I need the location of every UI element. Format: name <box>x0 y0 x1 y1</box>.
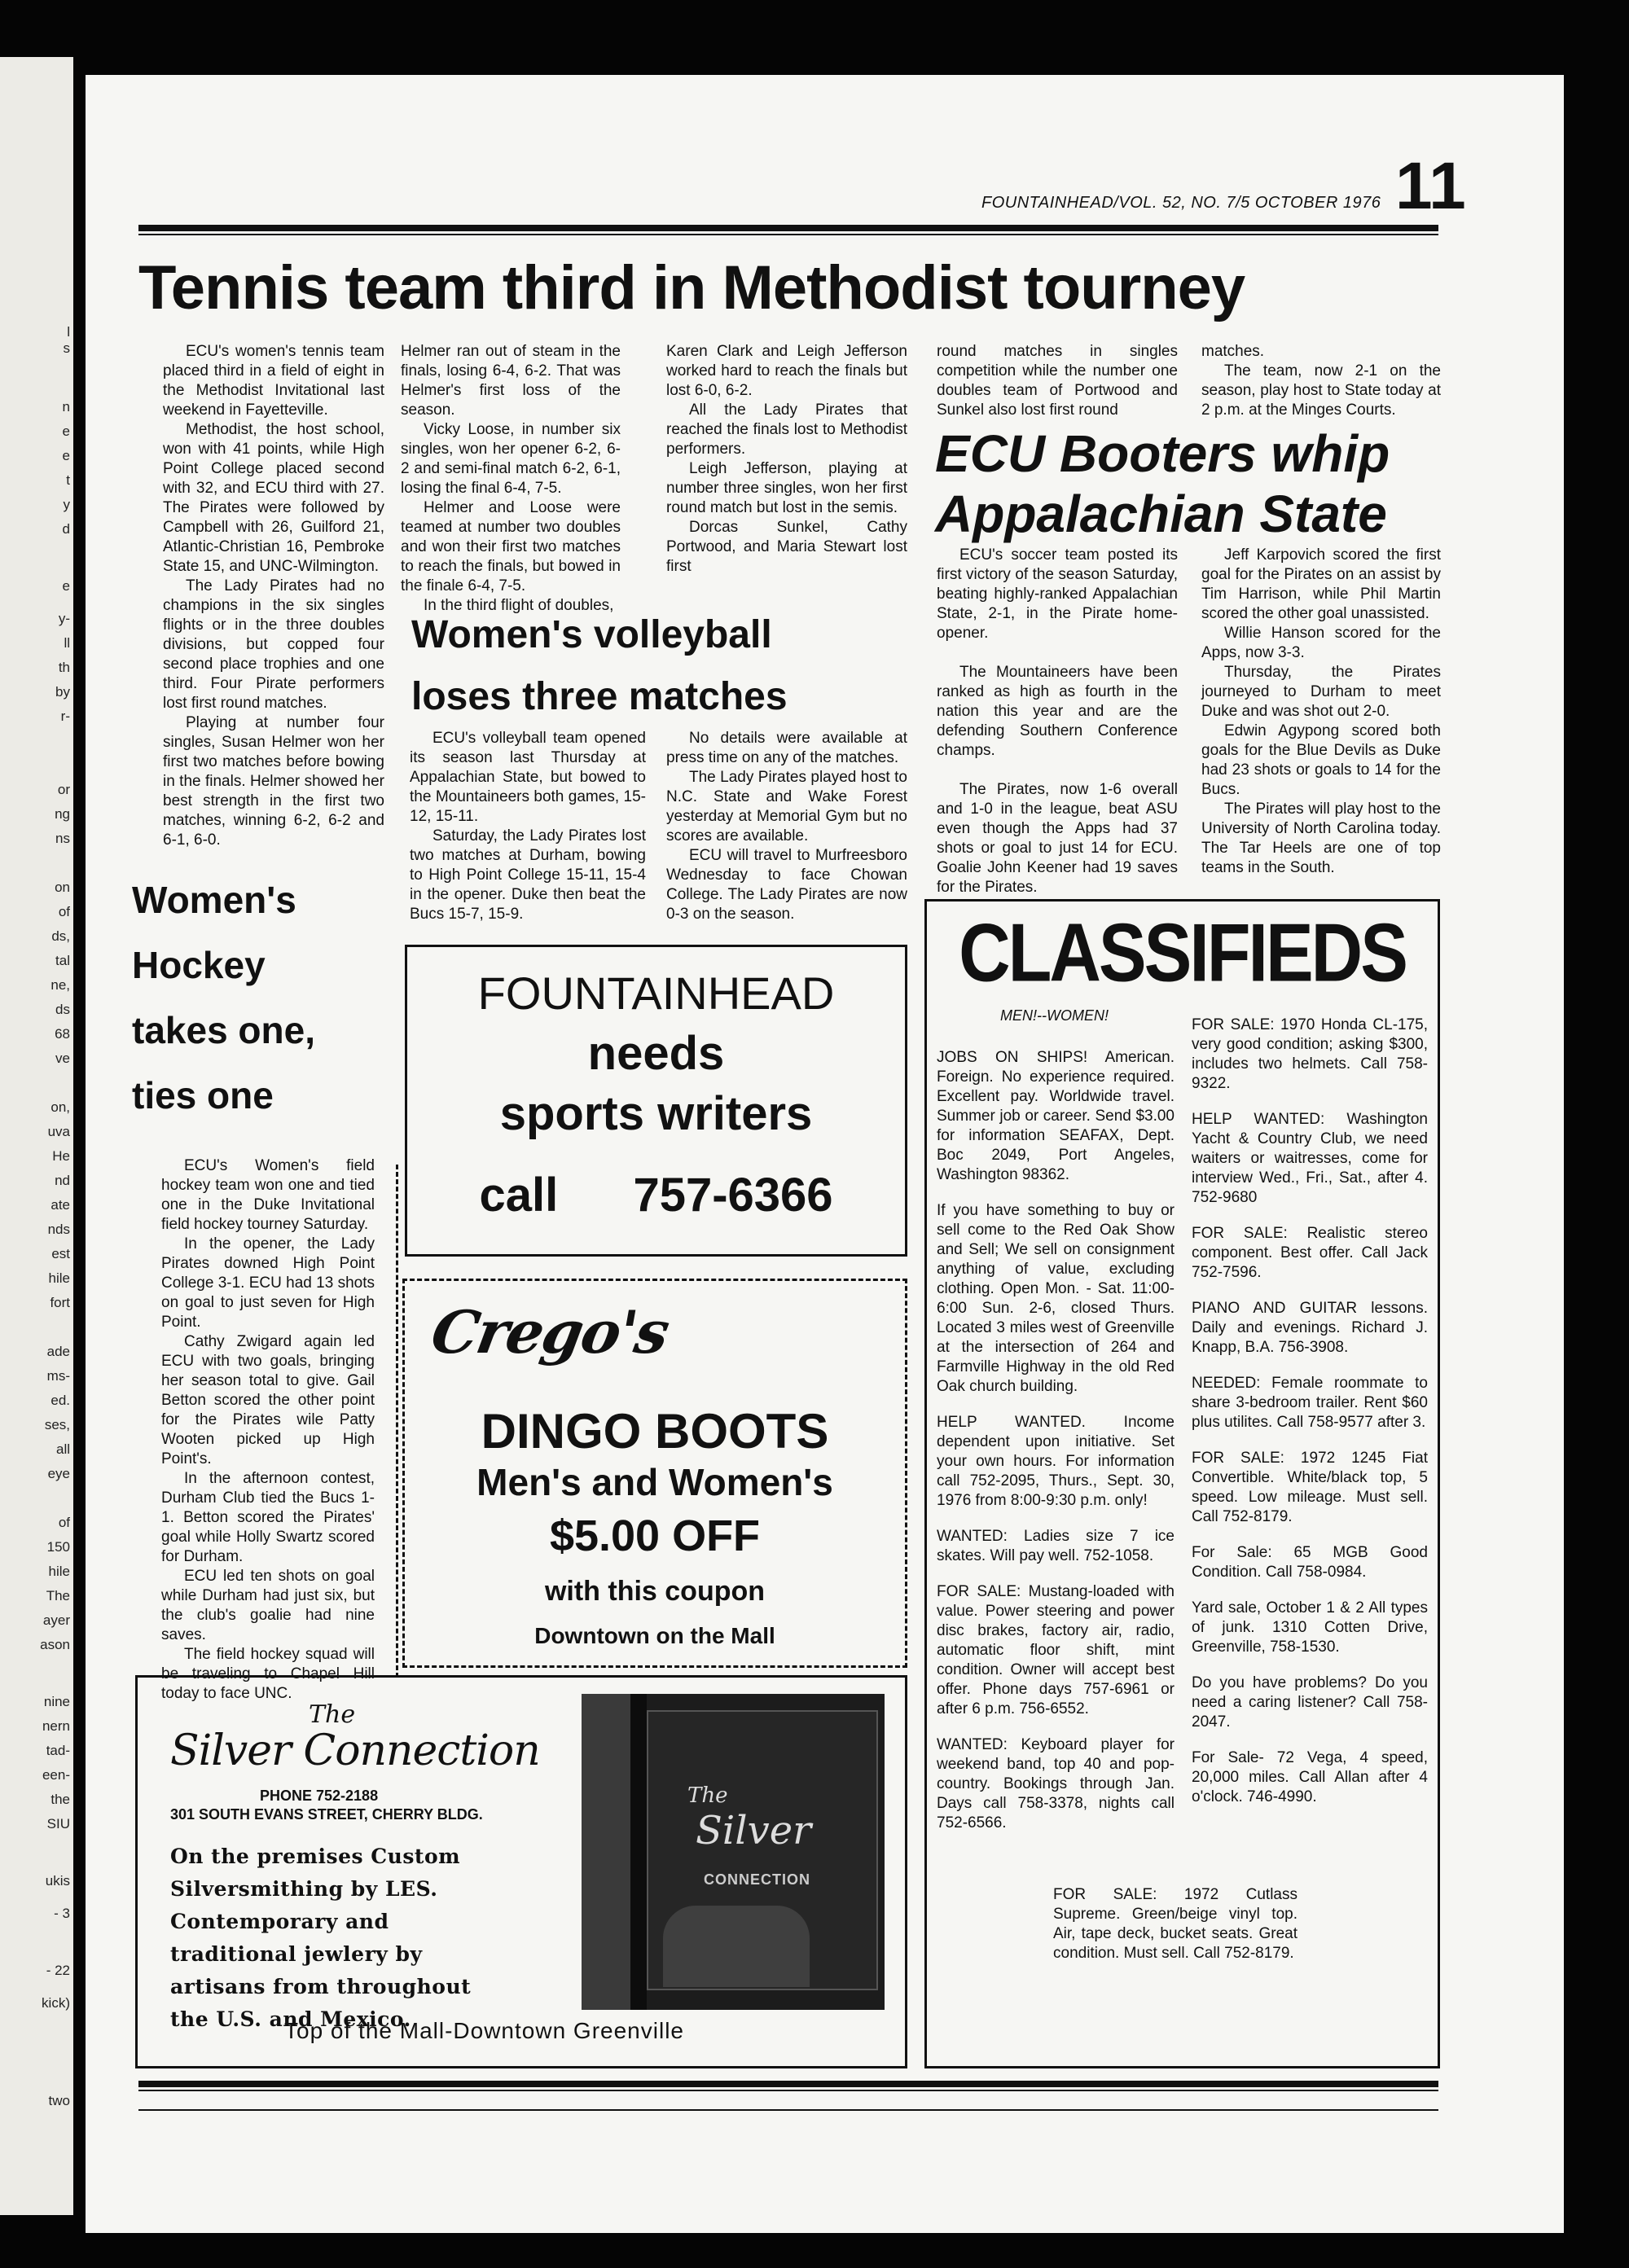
facing-page-text-fragment: d <box>62 521 70 537</box>
tennis-col-3 <box>666 342 907 577</box>
classifieds-subtitle: MEN!--WOMEN! <box>1000 1007 1109 1024</box>
classifieds-title: CLASSIFIEDS <box>959 906 1406 999</box>
classified-ad: FOR SALE: Mustang-loaded with value. Power steering and power disc brakes, factory air, radio, automatic floor shift, mint condition. Owner will accept best offer. Phone days 757-6961 or after 6 p.m. 756-6552. <box>937 1583 1175 1717</box>
paragraph: The Lady Pirates played host to N.C. State and Wake Forest yesterday at Memorial Gym but no scores are available. <box>666 769 907 844</box>
facing-page-text-fragment: uva <box>47 1124 70 1139</box>
facing-page-text-fragment: of <box>58 904 70 919</box>
ad-address: 301 SOUTH EVANS STREET, CHERRY BLDG. <box>170 1806 483 1823</box>
ad-line: sports writers <box>499 1087 813 1140</box>
tennis-col-1 <box>163 342 384 850</box>
facing-page-text-fragment: y- <box>58 611 70 626</box>
classified-ad: HELP WANTED: Washington Yacht & Country Club, we need waiters or waitresses, come for interview Wed., Fri., Sat., after 4. 752-9680 <box>1192 1111 1428 1206</box>
tennis-col-2 <box>401 342 621 616</box>
facing-page-text-fragment: s <box>63 340 70 356</box>
ad-line: Downtown on the Mall <box>534 1623 775 1648</box>
paragraph: The Mountaineers have been ranked as high as fourth in the nation this year and are the defending Southern Conference champs. <box>937 664 1178 759</box>
facing-page-text-fragment: est <box>51 1246 70 1261</box>
paragraph: In the third flight of doubles, <box>424 597 614 614</box>
facing-page-text-fragment: nd <box>55 1173 70 1188</box>
tennis-col-5 <box>1201 342 1441 420</box>
ad-phone: 757-6366 <box>633 1169 833 1222</box>
facing-page-text-fragment: on <box>55 880 70 895</box>
facing-page-text-fragment: ayer <box>42 1612 70 1628</box>
bottom-rule <box>138 2081 1438 2091</box>
facing-page-text-fragment: tal <box>55 953 70 968</box>
facing-page-text-fragment: ses, <box>44 1417 70 1432</box>
fountainhead-ad <box>405 945 907 1257</box>
facing-page-text-fragment: ng <box>55 806 70 822</box>
ad-phone: PHONE 752-2188 <box>260 1788 379 1804</box>
facing-page-text-fragment: - 3 <box>54 1906 70 1921</box>
facing-page-text-fragment: ade <box>46 1344 70 1359</box>
classified-ad: FOR SALE: 1970 Honda CL-175, very good condition; asking $300, includes two helmets. Call 758-9322. <box>1192 1016 1428 1092</box>
ad-footer: Top of the Mall-Downtown Greenville <box>284 2018 684 2043</box>
facing-page-text-fragment: ed. <box>50 1393 70 1408</box>
tennis-headline: Tennis team third in Methodist tourney <box>138 253 1245 322</box>
photo-sign: The <box>687 1783 728 1808</box>
facing-page-text-fragment: ds <box>55 1002 70 1017</box>
facing-page-text-fragment: nine <box>43 1694 70 1709</box>
ad-the: The <box>309 1700 356 1729</box>
headline-line: Appalachian State <box>935 485 1387 543</box>
paragraph: Dorcas Sunkel, Cathy Portwood, and Maria Stewart lost first <box>666 519 907 575</box>
facing-page-text-fragment: eye <box>47 1466 70 1481</box>
facing-page-edge <box>0 57 73 2215</box>
bottom-thin-rule <box>138 2109 1438 2111</box>
facing-page-text-fragment: all <box>55 1441 70 1457</box>
facing-page-text-fragment: th <box>58 660 70 675</box>
facing-page-text-fragment: by <box>55 684 70 700</box>
hockey-body <box>161 1156 375 1704</box>
classified-ad: For Sale: 65 MGB Good Condition. Call 758-0984. <box>1192 1544 1428 1581</box>
facing-page-text-fragment: ns <box>55 831 70 846</box>
headline-line: takes one, <box>132 1009 315 1051</box>
paragraph: In the afternoon contest, Durham Club tied the Bucs 1-1. Betton scored the Pirates' goal while Holly Swartz scored for Durham. <box>161 1470 375 1565</box>
facing-page-text-fragment: ne, <box>50 977 70 993</box>
classified-ad: FOR SALE: 1972 1245 Fiat Convertible. White/black top, 5 speed. Low mileage. Must sell. Call 752-8179. <box>1192 1450 1428 1525</box>
classifieds-col-1 <box>937 1048 1175 1849</box>
paragraph: The Pirates will play host to the University of North Carolina today. The Tar Heels are one of top teams in the South. <box>1201 801 1441 876</box>
cregos-logo: Crego's <box>426 1297 674 1367</box>
paragraph: Methodist, the host school, won with 41 points, while High Point College placed second with 32, and ECU third with 27. The Pirates were followed by Campbell with 26, Guilford 21, Atlantic-Christian 16, Pembroke State 15, and UNC-Wilmington. <box>163 421 384 575</box>
paragraph: The field hockey squad will be traveling to Chapel Hill today to face UNC. <box>161 1646 375 1702</box>
facing-page-text-fragment: l <box>67 324 70 340</box>
ad-body: On the premises Custom Silversmithing by LES. Contemporary and traditional jewlery by artisans from throughout the U.S. and Mexico. <box>170 1845 472 2031</box>
facing-page-text-fragment: fort <box>50 1295 70 1310</box>
paragraph: Jeff Karpovich scored the first goal for the Pirates on an assist by Tim Harrison, while Phil Martin scored the other goal unassisted. <box>1201 546 1441 622</box>
classified-ad: WANTED: Keyboard player for weekend band, top 40 and pop-country. Bookings through Jan. Days call 758-3378, nights call 752-6566. <box>937 1736 1175 1832</box>
paragraph: Helmer ran out of steam in the finals, losing 6-4, 6-2. That was Helmer's first loss of the season. <box>401 343 621 419</box>
paragraph: No details were available at press time on any of the matches. <box>666 730 907 766</box>
classified-ad: FOR SALE: 1972 Cutlass Supreme. Green/beige vinyl top. Air, tape deck, bucket seats. Great condition. Must sell. Call 752-8179. <box>1053 1886 1297 1962</box>
silver-connection-ad <box>135 1675 907 2068</box>
facing-page-text-fragment: een- <box>42 1767 70 1783</box>
facing-page-text-fragment: y <box>63 497 70 512</box>
facing-page-text-fragment: of <box>58 1515 70 1530</box>
booters-col-1 <box>937 546 1178 897</box>
facing-page-text-fragment: n <box>62 399 70 415</box>
paragraph: Willie Hanson scored for the Apps, now 3-3. <box>1201 625 1441 661</box>
ad-line: with this coupon <box>544 1576 766 1607</box>
headline-line: Hockey <box>132 944 266 986</box>
classified-ad: JOBS ON SHIPS! American. Foreign. No experience required. Excellent pay. Worldwide travel. Summer job or career. Send $3.00 for information SEAFAX, Dept. Boc 2049, Port Angeles, Washington 98362. <box>937 1049 1175 1183</box>
facing-page-text-fragment: ukis <box>45 1873 70 1889</box>
facing-page-text-fragment: He <box>52 1148 70 1164</box>
facing-page-text-fragment: tad- <box>46 1743 70 1758</box>
paragraph: ECU will travel to Murfreesboro Wednesday to face Chowan College. The Lady Pirates are now 0-3 on the season. <box>666 847 907 923</box>
paragraph: ECU's soccer team posted its first victory of the season Saturday, beating highly-ranked Appalachian State, 2-1, in the Pirate home-opener. <box>937 546 1178 642</box>
classified-ad: Do you have problems? Do you need a caring listener? Call 758-2047. <box>1192 1674 1428 1731</box>
tennis-col-4 <box>937 342 1178 420</box>
ad-line: Men's and Women's <box>476 1461 833 1503</box>
facing-page-text-fragment: 150 <box>46 1539 70 1555</box>
classifieds-col-2 <box>1192 1016 1428 1823</box>
ad-call: call <box>479 1169 559 1222</box>
masthead: FOUNTAINHEAD/VOL. 52, NO. 7/5 OCTOBER 1976 <box>981 194 1381 212</box>
ad-line: FOUNTAINHEAD <box>477 967 835 1019</box>
facing-page-text-fragment: - 22 <box>46 1963 70 1978</box>
facing-page-text-fragment: ms- <box>46 1368 70 1384</box>
paragraph: The Lady Pirates had no champions in the six singles flights or in the three doubles divisions, but copped four second place trophies and one third. Four Pirate performers lost first round matches. <box>163 577 384 712</box>
facing-page-text-fragment: e <box>62 578 70 594</box>
classified-ad: FOR SALE: Realistic stereo component. Best offer. Call Jack 752-7596. <box>1192 1225 1428 1281</box>
facing-page-text-fragment: kick) <box>42 1995 70 2011</box>
facing-page-text-fragment: e <box>62 448 70 463</box>
headline-line: Women's <box>132 879 296 921</box>
facing-page-text-fragment: ll <box>64 635 70 651</box>
paragraph: The team, now 2-1 on the season, play host to State today at 2 p.m. at the Minges Courts. <box>1201 362 1441 419</box>
cregos-coupon <box>402 1279 907 1668</box>
storefront-photo <box>582 1694 885 2010</box>
classified-ad: Yard sale, October 1 & 2 All types of junk. 1310 Cotten Drive, Greenville, 758-1530. <box>1192 1599 1428 1656</box>
paragraph: Saturday, the Lady Pirates lost two matches at Durham, bowing to High Point College 15-11, 15-4 in the opener. Duke then beat the Bucs 15-7, 15-9. <box>410 827 646 923</box>
facing-page-text-fragment: ds, <box>51 928 70 944</box>
paragraph: matches. <box>1201 343 1265 360</box>
booters-col-2 <box>1201 546 1441 878</box>
facing-page-text-fragment: nds <box>47 1222 70 1237</box>
page-number: 11 <box>1395 149 1466 223</box>
classified-ad: If you have something to buy or sell come to the Red Oak Show and Sell; We sell on consignment anything of value, excluding clothing. Open Mon. - Sat. 11:00-6:00 Sun. 2-6, closed Thurs. Located 3 miles west of Greenville at the intersection of 264 and Farmville Highway in the old Red Oak church building. <box>937 1202 1175 1395</box>
ad-line: needs <box>587 1027 725 1080</box>
paragraph: ECU's volleyball team opened its season last Thursday at Appalachian State, but bowed to the Mountaineers both games, 15-12, 15-11. <box>410 730 646 825</box>
facing-page-text-fragment: two <box>48 2093 70 2108</box>
facing-page-text-fragment: hile <box>48 1270 70 1286</box>
facing-page-text-fragment: ve <box>55 1051 70 1066</box>
paragraph: Helmer and Loose were teamed at number two doubles and won their first two matches to reach the finals, but bowed in the finale 6-4, 7-5. <box>401 499 621 594</box>
paragraph: Vicky Loose, in number six singles, won her opener 6-2, 6-2 and semi-final match 6-2, 6-1, losing the final 6-4, 7-5. <box>401 421 621 497</box>
paragraph: In the opener, the Lady Pirates downed High Point College 3-1. ECU had 13 shots on goal to just seven for High Point. <box>161 1235 375 1331</box>
ad-line: DINGO BOOTS <box>481 1404 829 1459</box>
facing-page-text-fragment: ate <box>50 1197 70 1213</box>
ad-line: $5.00 OFF <box>549 1511 761 1560</box>
headline-line: ECU Booters whip <box>935 424 1390 483</box>
classified-ad: NEEDED: Female roommate to share 3-bedroom trailer. Rent $60 plus utilites. Call 758-9577 after 3. <box>1192 1375 1428 1431</box>
paragraph: Edwin Agypong scored both goals for the Blue Devils as Duke had 23 shots or goals to 14 for the Bucs. <box>1201 722 1441 798</box>
photo-sign: CONNECTION <box>704 1871 810 1888</box>
photo-sign: Silver <box>696 1808 812 1853</box>
headline-line: ties one <box>132 1074 274 1116</box>
facing-page-text-fragment: nern <box>42 1718 70 1734</box>
facing-page-text-fragment: r- <box>60 708 70 724</box>
facing-page-text-fragment: the <box>50 1792 70 1807</box>
headline-line: Women's volleyball <box>411 613 772 656</box>
paragraph: All the Lady Pirates that reached the finals lost to Methodist performers. <box>666 401 907 458</box>
booters-headline <box>935 423 1390 544</box>
volleyball-headline <box>411 604 788 728</box>
hockey-headline <box>132 867 315 1128</box>
paragraph: ECU's women's tennis team placed third in a field of eight in the Methodist Invitational last weekend in Fayetteville. <box>163 343 384 419</box>
facing-page-text-fragment: e <box>62 423 70 439</box>
classified-ad: For Sale- 72 Vega, 4 speed, 20,000 miles. Call Allan after 4 o'clock. 746-4990. <box>1192 1749 1428 1805</box>
headline-line: loses three matches <box>411 675 788 718</box>
silver-connection-logo: Silver Connection <box>170 1726 540 1775</box>
volleyball-col-2 <box>666 729 907 924</box>
classifieds-box <box>924 899 1440 2068</box>
facing-page-text-fragment: ason <box>40 1637 70 1652</box>
facing-page-text-fragment: on, <box>50 1099 70 1115</box>
paragraph: Karen Clark and Leigh Jefferson worked hard to reach the finals but lost 6-0, 6-2. <box>666 343 907 399</box>
paragraph: ECU's Women's field hockey team won one and tied one in the Duke Invitational field hockey tourney Saturday. <box>161 1157 375 1233</box>
classifieds-bottom <box>1053 1885 1297 1980</box>
paragraph: ECU led ten shots on goal while Durham had just six, but the club's goalie had nine saves. <box>161 1568 375 1643</box>
facing-page-text-fragment: The <box>46 1588 70 1603</box>
facing-page-text-fragment: hile <box>48 1564 70 1579</box>
classified-ad: HELP WANTED. Income dependent upon initiative. Set your own hours. For information call 752-2095, Thurs., Sept. 30, 1976 from 8:00-9:30 p.m. only! <box>937 1414 1175 1509</box>
volleyball-col-1 <box>410 729 646 924</box>
facing-page-text-fragment: t <box>66 472 70 488</box>
paragraph: round matches in singles competition while the number one doubles team of Portwood and Sunkel also lost first round <box>937 343 1178 419</box>
top-rule <box>138 225 1438 235</box>
paragraph: Thursday, the Pirates journeyed to Durham to meet Duke and was shot out 2-0. <box>1201 664 1441 720</box>
facing-page-text-fragment: or <box>57 782 70 797</box>
paragraph: The Pirates, now 1-6 overall and 1-0 in the league, beat ASU even though the Apps had 37 shots or goal to just 14 for ECU. Goalie John Keener had 19 saves for the Pirates. <box>937 781 1178 896</box>
classified-ad: WANTED: Ladies size 7 ice skates. Will pay well. 752-1058. <box>937 1528 1175 1564</box>
classified-ad: PIANO AND GUITAR lessons. Daily and evenings. Richard J. Knapp, B.A. 756-3908. <box>1192 1300 1428 1356</box>
paragraph: Cathy Zwigard again led ECU with two goals, bringing her season total to give. Gail Betton scored the other point for the Pirates wile Patty Wooten picked up High Point's. <box>161 1333 375 1467</box>
facing-page-text-fragment: SIU <box>46 1816 70 1832</box>
facing-page-text-fragment: 68 <box>55 1026 70 1042</box>
column-divider <box>396 1165 398 1678</box>
paragraph: Leigh Jefferson, playing at number three singles, won her first round match but lost in the semis. <box>666 460 907 516</box>
paragraph: Playing at number four singles, Susan Helmer won her first two matches before bowing in the finals. Helmer showed her best strength in the first two matches, winning 6-2, 6-2 and 6-1, 6-0. <box>163 714 384 849</box>
